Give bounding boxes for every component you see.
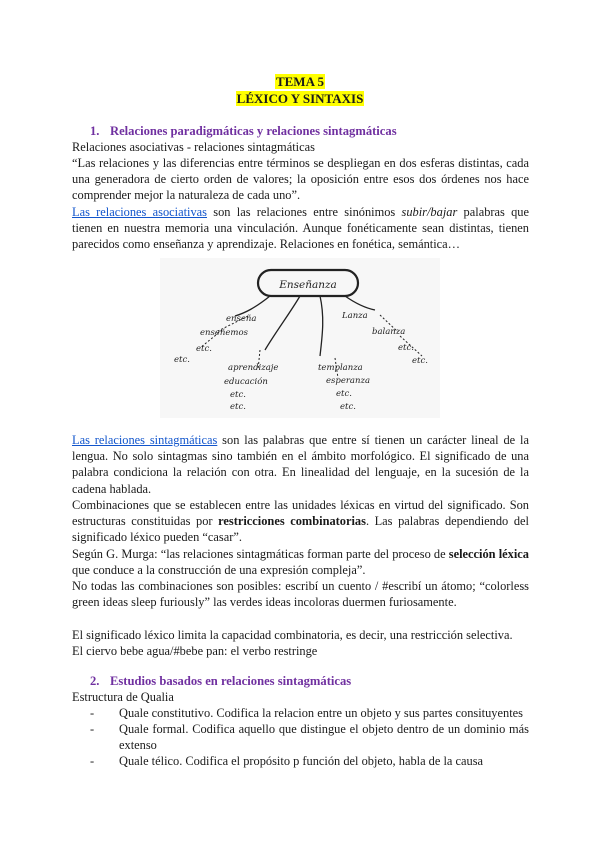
ensenanza-diagram — [160, 258, 440, 418]
asociativas-link[interactable]: Las relaciones asociativas — [72, 205, 208, 219]
diagram-left-4: etc. — [174, 355, 190, 365]
diagram-right-1: Lanza — [342, 311, 368, 321]
sintagmaticas-paragraph: Las relaciones sintagmáticas son las palabras que entre sí tienen un carácter lineal de la lengua. No solo sintagmas sino también en el ámbito morfológico. El significado de una palabra condiciona la relación con otra. En linealidad del lenguaje, en la sucesión de la cadena hablada. — [72, 433, 529, 496]
diagram-midleft-4: etc. — [230, 402, 246, 412]
murga-quote: Según G. Murga: “las relaciones sintagmáticas forman parte del proceso de selección léxica que conduce a la construcción de una expresión compleja”. — [72, 547, 529, 578]
combinaciones-paragraph: Combinaciones que se establecen entre las unidades léxicas en virtud del significado. Son estructuras constituidas por restricciones combinatorias. Las palabras dependiendo del significado léxico pueden “casar”. — [72, 498, 529, 545]
diagram-midleft-3: etc. — [230, 390, 246, 400]
diagram-midright-4: etc. — [340, 402, 356, 412]
diagram-midright-3: etc. — [336, 389, 352, 399]
diagram-midright-2: esperanza — [326, 376, 371, 386]
diagram-right-4: etc. — [412, 356, 428, 366]
diagram-left-1: enseña — [226, 314, 257, 324]
doc-title-topic: TEMA 5 — [275, 74, 325, 89]
diagram-midleft-1: aprendizaje — [228, 363, 279, 373]
document-page: TEMA 5 LÉXICO Y SINTAXIS 1. Relaciones paradigmáticas y relaciones sintagmáticas Relaciones asociativas - relaciones sintagmáticas “Las relaciones y las diferencias entre términos se despliegan en dos esferas distintas, cada una generadora de cierto orden de valores; la oposición entre esos dos órdenes nos hace comprender mejor la naturaleza de cada uno”. Las relaciones asociativas son las relaciones entre sinónimos subir/bajar palabras que tienen en nuestra memoria una vinculación. Aunque fonéticamente sean distintas, tienen parecidos como enseñanza y aprendizaje. Relaciones en fonética, semántica… Enseñanza enseña enseñemos etc. etc. aprendizaje educación etc. etc. templanza esperanza etc. etc. Lanza balanza etc. etc. Las relaciones sintagmáticas son las palabras que entre sí tienen un carácter lineal de la lengua. No solo sintagmas sino también en el ámbito morfológico. El significado de una palabra condiciona la relación con otra. En linealidad del lenguaje, en la sucesión de la cadena hablada. Combinaciones que se establecen entre las unidades léxicas en virtud del significado. Son estructuras constituidas por restricciones combinatorias. Las palabras dependiendo del significado léxico pueden “casar”. Según G. Murga: “las relaciones sintagmáticas forman parte del proceso de selección léxica que conduce a la construcción de una expresión compleja”. No todas las combinaciones son posibles: escribí un cuento / #escribí un átomo; “colorless green ideas sleep furiously” las verdes ideas incoloras duermen furiosamente. El significado léxico limita la capacidad combinatoria, es decir, una restricción selectiva. El ciervo bebe agua/#bebe pan: el verbo restringe 2. Estudios basados en relaciones sintagmáticas Estructura de Qualia - Quale constitutivo. Codifica la relacion entre un objeto y sus partes consituyentes - Quale formal. Codifica aquello que distingue el objeto dentro de un dominio más extenso - Quale télico. Codifica el propósito p función del objeto, habla de la causa — [0, 0, 600, 848]
combinaciones-ejemplo: No todas las combinaciones son posibles: escribí un cuento / #escribí un átomo; “colorless green ideas sleep furiously” las verdes ideas incoloras duermen furiosamente. — [72, 579, 529, 610]
section-2-heading: 2. Estudios basados en relaciones sintagmáticas — [90, 674, 352, 688]
diagram-center-label: Enseñanza — [279, 279, 337, 291]
diagram-right-3: etc. — [398, 343, 414, 353]
diagram-left-2: enseñemos — [200, 328, 248, 338]
section-1-subheading: Relaciones asociativas - relaciones sintagmáticas — [72, 140, 315, 154]
sintagmaticas-link[interactable]: Las relaciones sintagmáticas — [72, 433, 218, 447]
diagram-midright-1: templanza — [318, 363, 363, 373]
section-1-heading: 1. Relaciones paradigmáticas y relaciones sintagmáticas — [90, 124, 397, 138]
diagram-left-3: etc. — [196, 344, 212, 354]
diagram-midleft-2: educación — [224, 377, 268, 387]
doc-title-subject: LÉXICO Y SINTAXIS — [236, 91, 364, 106]
saussure-quote: “Las relaciones y las diferencias entre términos se despliegan en dos esferas distintas, cada una generadora de cierto orden de valores; la oposición entre esos dos órdenes nos hace comprender mejor la naturaleza de cada uno”. — [72, 156, 529, 203]
ciervo-ejemplo: El ciervo bebe agua/#bebe pan: el verbo restringe — [72, 644, 318, 658]
asociativas-paragraph: Las relaciones asociativas son las relaciones entre sinónimos subir/bajar palabras que tienen en nuestra memoria una vinculación. Aunque fonéticamente sean distintas, tienen parecidos como enseñanza y aprendizaje. Relaciones en fonética, semántica… — [72, 205, 529, 252]
section-2-subheading: Estructura de Qualia — [72, 690, 174, 704]
restriccion-selectiva: El significado léxico limita la capacidad combinatoria, es decir, una restricción selectiva. — [72, 628, 513, 642]
diagram-right-2: balanza — [372, 327, 406, 337]
